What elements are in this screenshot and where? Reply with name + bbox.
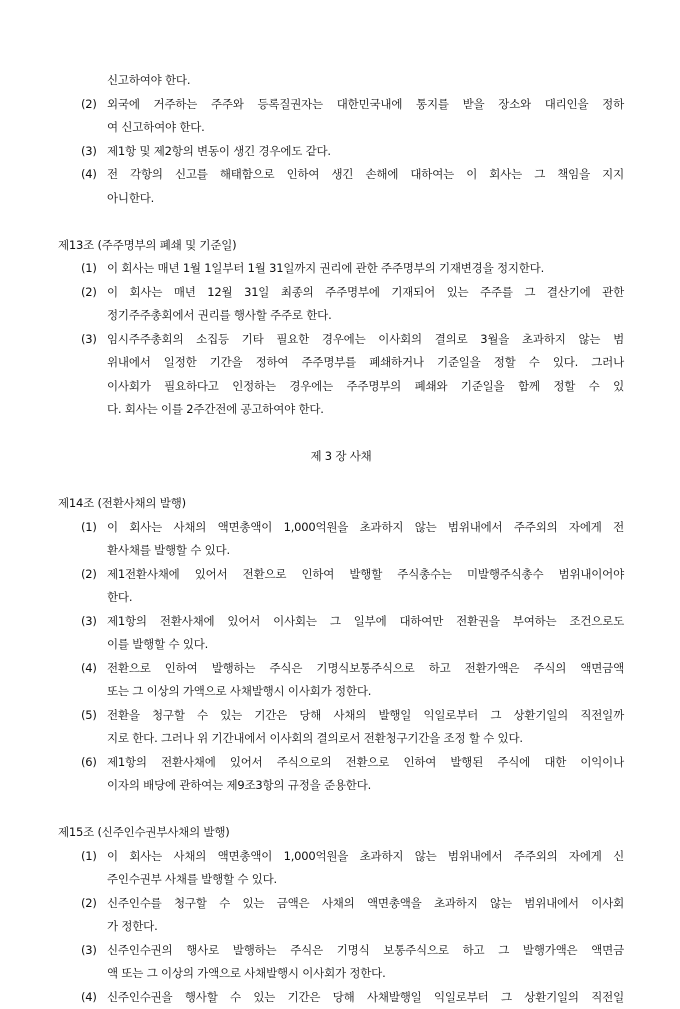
text-line: 정기주주총회에서 권리를 행사할 주주로 한다. (107, 304, 624, 328)
text-line: 신주인수권을 행사할 수 있는 기간은 당해 사채발행일 익일로부터 그 상환기일의 직전일 (107, 986, 624, 1009)
item-number: (1) (81, 257, 97, 281)
text-line: 여 신고하여야 한다. (107, 116, 624, 140)
item-number: (1) (81, 516, 97, 540)
item-number: (3) (81, 140, 97, 164)
text-line: 한다. (107, 586, 624, 610)
text-line: 신고하여야 한다. (107, 69, 624, 93)
list-item (58, 516, 624, 563)
text-line: 이 회사는 매년 12월 31일 최종의 주주명부에 기재되어 있는 주주를 그 결산기에 관한 (107, 281, 624, 305)
list-item (58, 93, 624, 140)
list-item (58, 751, 624, 798)
list-item (58, 939, 624, 986)
item-number: (2) (81, 563, 97, 587)
item-number: (3) (81, 939, 97, 963)
text-line: 이를 발행할 수 있다. (107, 633, 624, 657)
text-line: 액 또는 그 이상의 가액으로 사채발행시 이사회가 정한다. (107, 962, 624, 986)
text-line: 주인수권부 사채를 발행할 수 있다. (107, 868, 624, 892)
text-line: 또는 그 이상의 가액으로 사채발행시 이사회가 정한다. (107, 680, 624, 704)
item-number: (6) (81, 751, 97, 775)
text-line: 신주인수권의 행사로 발행하는 주식은 기명식 보통주식으로 하고 그 발행가액은 액면금 (107, 939, 624, 963)
list-item (58, 140, 624, 164)
list-item (58, 610, 624, 657)
item-number: (1) (81, 845, 97, 869)
list-item (58, 328, 624, 422)
text-line: 아니한다. (107, 187, 624, 211)
text-line: 이사회가 필요하다고 인정하는 경우에는 주주명부의 폐쇄와 기준일을 함께 정할 수 있 (107, 375, 624, 399)
text-line: 가 정한다. (107, 915, 624, 939)
text-line: 이 회사는 매년 1월 1일부터 1월 31일까지 권리에 관한 주주명부의 기재변경을 정지한다. (107, 257, 624, 281)
list-item (58, 892, 624, 939)
continued-line (107, 69, 624, 93)
list-item (58, 257, 624, 281)
list-item (58, 845, 624, 892)
text-line: 이 회사는 사채의 액면총액이 1,000억원을 초과하지 않는 범위내에서 주주외의 자에게 전 (107, 516, 624, 540)
text-line: 제1항의 전환사채에 있어서 주식으로의 전환으로 인하여 발행된 주식에 대한 이익이나 (107, 751, 624, 775)
list-item (58, 704, 624, 751)
list-item (58, 563, 624, 610)
list-item (58, 657, 624, 704)
text-line: 다. 회사는 이를 2주간전에 공고하여야 한다. (107, 398, 624, 422)
text-line: 이 회사는 사채의 액면총액이 1,000억원을 초과하지 않는 범위내에서 주주외의 자에게 신 (107, 845, 624, 869)
article-13 (58, 234, 624, 422)
item-number: (4) (81, 163, 97, 187)
item-number: (3) (81, 328, 97, 352)
text-line: 제1전환사채에 있어서 전환으로 인하여 발행할 주식총수는 미발행주식총수 범위내이어야 (107, 563, 624, 587)
article-title: 제13조 (주주명부의 폐쇄 및 기준일) (58, 234, 624, 258)
text-line: 제1항 및 제2항의 변동이 생긴 경우에도 같다. (107, 140, 624, 164)
text-line: 환사채를 발행할 수 있다. (107, 539, 624, 563)
article-14 (58, 492, 624, 798)
list-item (58, 281, 624, 328)
item-number: (4) (81, 986, 97, 1009)
article-title: 제14조 (전환사채의 발행) (58, 492, 624, 516)
list-item (58, 163, 624, 210)
text-line: 전환을 청구할 수 있는 기간은 당해 사채의 발행일 익일로부터 그 상환기일의 직전일까 (107, 704, 624, 728)
item-number: (2) (81, 93, 97, 117)
text-line: 이자의 배당에 관하여는 제9조3항의 규정을 준용한다. (107, 774, 624, 798)
item-number: (2) (81, 892, 97, 916)
text-line: 전환으로 인하여 발행하는 주식은 기명식보통주식으로 하고 전환가액은 주식의 액면금액 (107, 657, 624, 681)
item-number: (5) (81, 704, 97, 728)
text-line: 외국에 거주하는 주주와 등록질권자는 대한민국내에 통지를 받을 장소와 대리인을 정하 (107, 93, 624, 117)
chapter-heading: 제 3 장 사채 (58, 445, 624, 469)
text-line: 제1항의 전환사채에 있어서 이사회는 그 일부에 대하여만 전환권을 부여하는 조건으로도 (107, 610, 624, 634)
item-number: (3) (81, 610, 97, 634)
text-line: 지로 한다. 그러나 위 기간내에서 이사회의 결의로서 전환청구기간을 조정 할 수 있다. (107, 727, 624, 751)
text-line: 신주인수를 청구할 수 있는 금액은 사채의 액면총액을 초과하지 않는 범위내에서 이사회 (107, 892, 624, 916)
article-12-items (58, 93, 624, 211)
item-number: (4) (81, 657, 97, 681)
text-line: 임시주주총회의 소집등 기타 필요한 경우에는 이사회의 결의로 3월을 초과하지 않는 범 (107, 328, 624, 352)
article-title: 제15조 (신주인수권부사채의 발행) (58, 821, 624, 845)
text-line: 전 각항의 신고를 해태함으로 인하여 생긴 손해에 대하여는 이 회사는 그 책임을 지지 (107, 163, 624, 187)
item-number: (2) (81, 281, 97, 305)
list-item (58, 986, 624, 1009)
text-line: 위내에서 일정한 기간을 정하여 주주명부를 폐쇄하거나 기준일을 정할 수 있다. 그러나 (107, 351, 624, 375)
article-15 (58, 821, 624, 1009)
